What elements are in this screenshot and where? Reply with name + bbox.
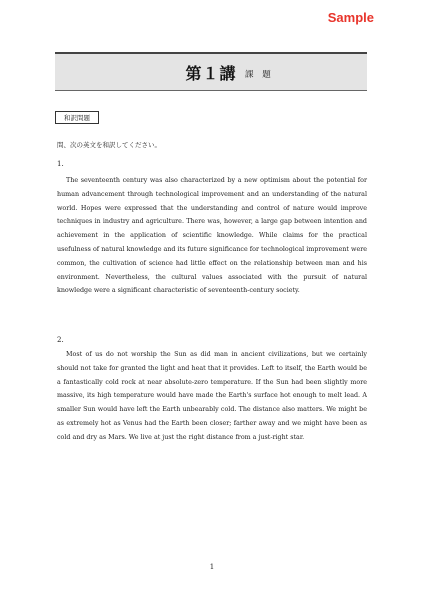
lecture-title-box [55, 52, 367, 91]
lecture-subtitle: 課 題 [245, 70, 274, 80]
question-passage-2: Most of us do not worship the Sun as did man in ancient civilizations, but we certainly should not take for granted the light and heat that it provides. Left to itself, the Earth would be a fantastically cold rock at near absolute-zero temperature. If the Sun had been slightly more massive, its high temperature would have made the Earth's surface hot enough to melt lead. A smaller Sun would have left the Earth unbearably cold. The distance also matters. We might be as extremely hot as Venus had the Earth been closer; farther away and we might have been as cold and dry as Mars. We live at just the right distance from a just-right star. [57, 351, 367, 441]
question-passage-1: The seventeenth century was also characterized by a new optimism about the potential for human advancement through technological improvement and an understanding of the natural world. Hopes were expressed that the understanding and control of nature would improve techniques in industry and agriculture. There was, however, a large gap between intention and achievement in the application of scientific knowledge. While claims for the practical usefulness of natural knowledge and its future significance for technological improvement were common, the cultivation of science had little effect on the relationship between man and his environment. Nevertheless, the cultural values associated with the pursuit of natural knowledge were a significant characteristic of seventeenth-century society. [57, 177, 367, 295]
sample-watermark: Sample [327, 10, 374, 25]
instruction-text: 問、次の英文を和訳してください。 [57, 141, 161, 149]
question-number-1: 1. [57, 160, 64, 168]
question-number-2: 2. [57, 336, 64, 344]
section-badge: 和訳問題 [55, 111, 99, 124]
page-number: 1 [209, 563, 215, 571]
lecture-title: 第１講 [185, 64, 237, 83]
